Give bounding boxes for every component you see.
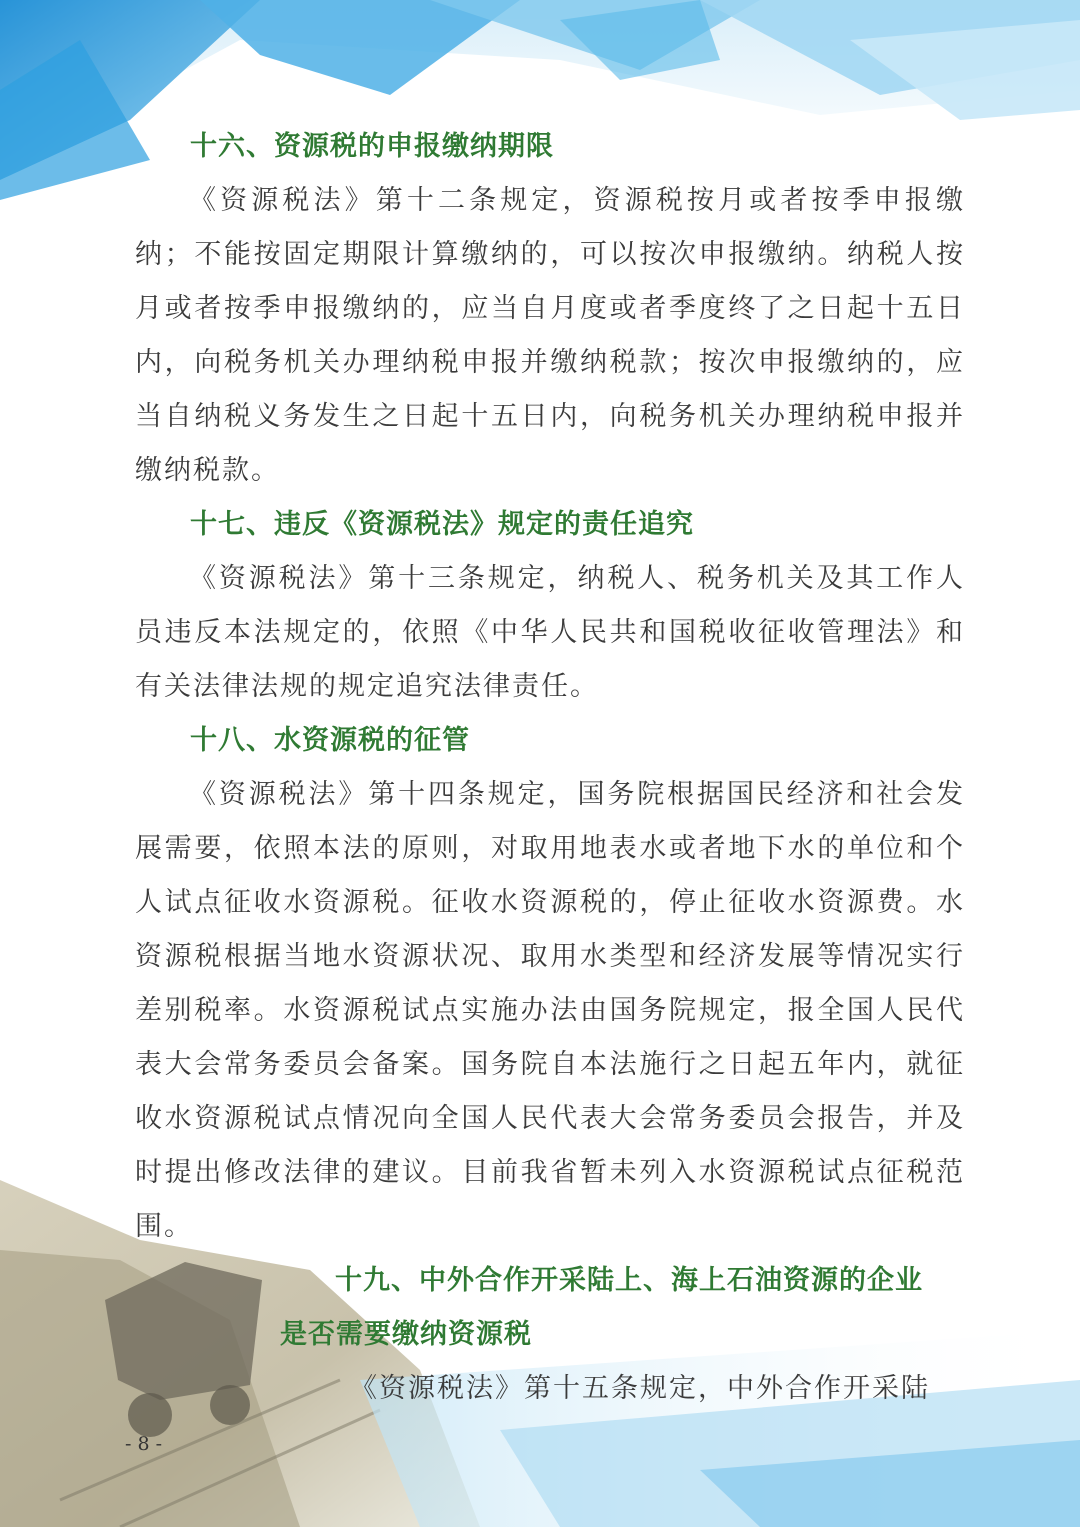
- section-17-heading: 十七、违反《资源税法》规定的责任追究: [190, 509, 694, 540]
- content-area: [135, 120, 965, 1416]
- section-16-heading: 十六、资源税的申报缴纳期限: [190, 131, 554, 162]
- section-18-heading: 十八、水资源税的征管: [190, 725, 470, 756]
- section-19-body: 《资源税法》第十五条规定，中外合作开采陆: [350, 1373, 930, 1404]
- section-16-body: 《资源税法》第十二条规定，资源税按月或者按季申报缴纳；不能按固定期限计算缴纳的，可以按次申报缴纳。纳税人按月或者按季申报缴纳的，应当自月度或者季度终了之日起十五日内，向税务机关办理纳税申报并缴纳税款；按次申报缴纳的，应当自纳税义务发生之日起十五日内，向税务机关办理纳税申报并缴纳税款。: [135, 185, 965, 486]
- page-number: - 8 -: [125, 1433, 163, 1455]
- section-18-body: 《资源税法》第十四条规定，国务院根据国民经济和社会发展需要，依照本法的原则，对取用地表水或者地下水的单位和个人试点征收水资源税。征收水资源税的，停止征收水资源费。水资源税根据当地水资源状况、取用水类型和经济发展等情况实行差别税率。水资源税试点实施办法由国务院规定，报全国人民代表大会常务委员会备案。国务院自本法施行之日起五年内，就征收水资源税试点情况向全国人民代表大会常务委员会报告，并及时提出修改法律的建议。目前我省暂未列入水资源税试点征税范围。: [135, 779, 965, 1242]
- section-19-heading-line2: 是否需要缴纳资源税: [280, 1319, 532, 1350]
- section-19-heading-line1: 十九、中外合作开采陆上、海上石油资源的企业: [335, 1265, 923, 1296]
- section-17-body: 《资源税法》第十三条规定，纳税人、税务机关及其工作人员违反本法规定的，依照《中华人民共和国税收征收管理法》和有关法律法规的规定追究法律责任。: [135, 563, 965, 702]
